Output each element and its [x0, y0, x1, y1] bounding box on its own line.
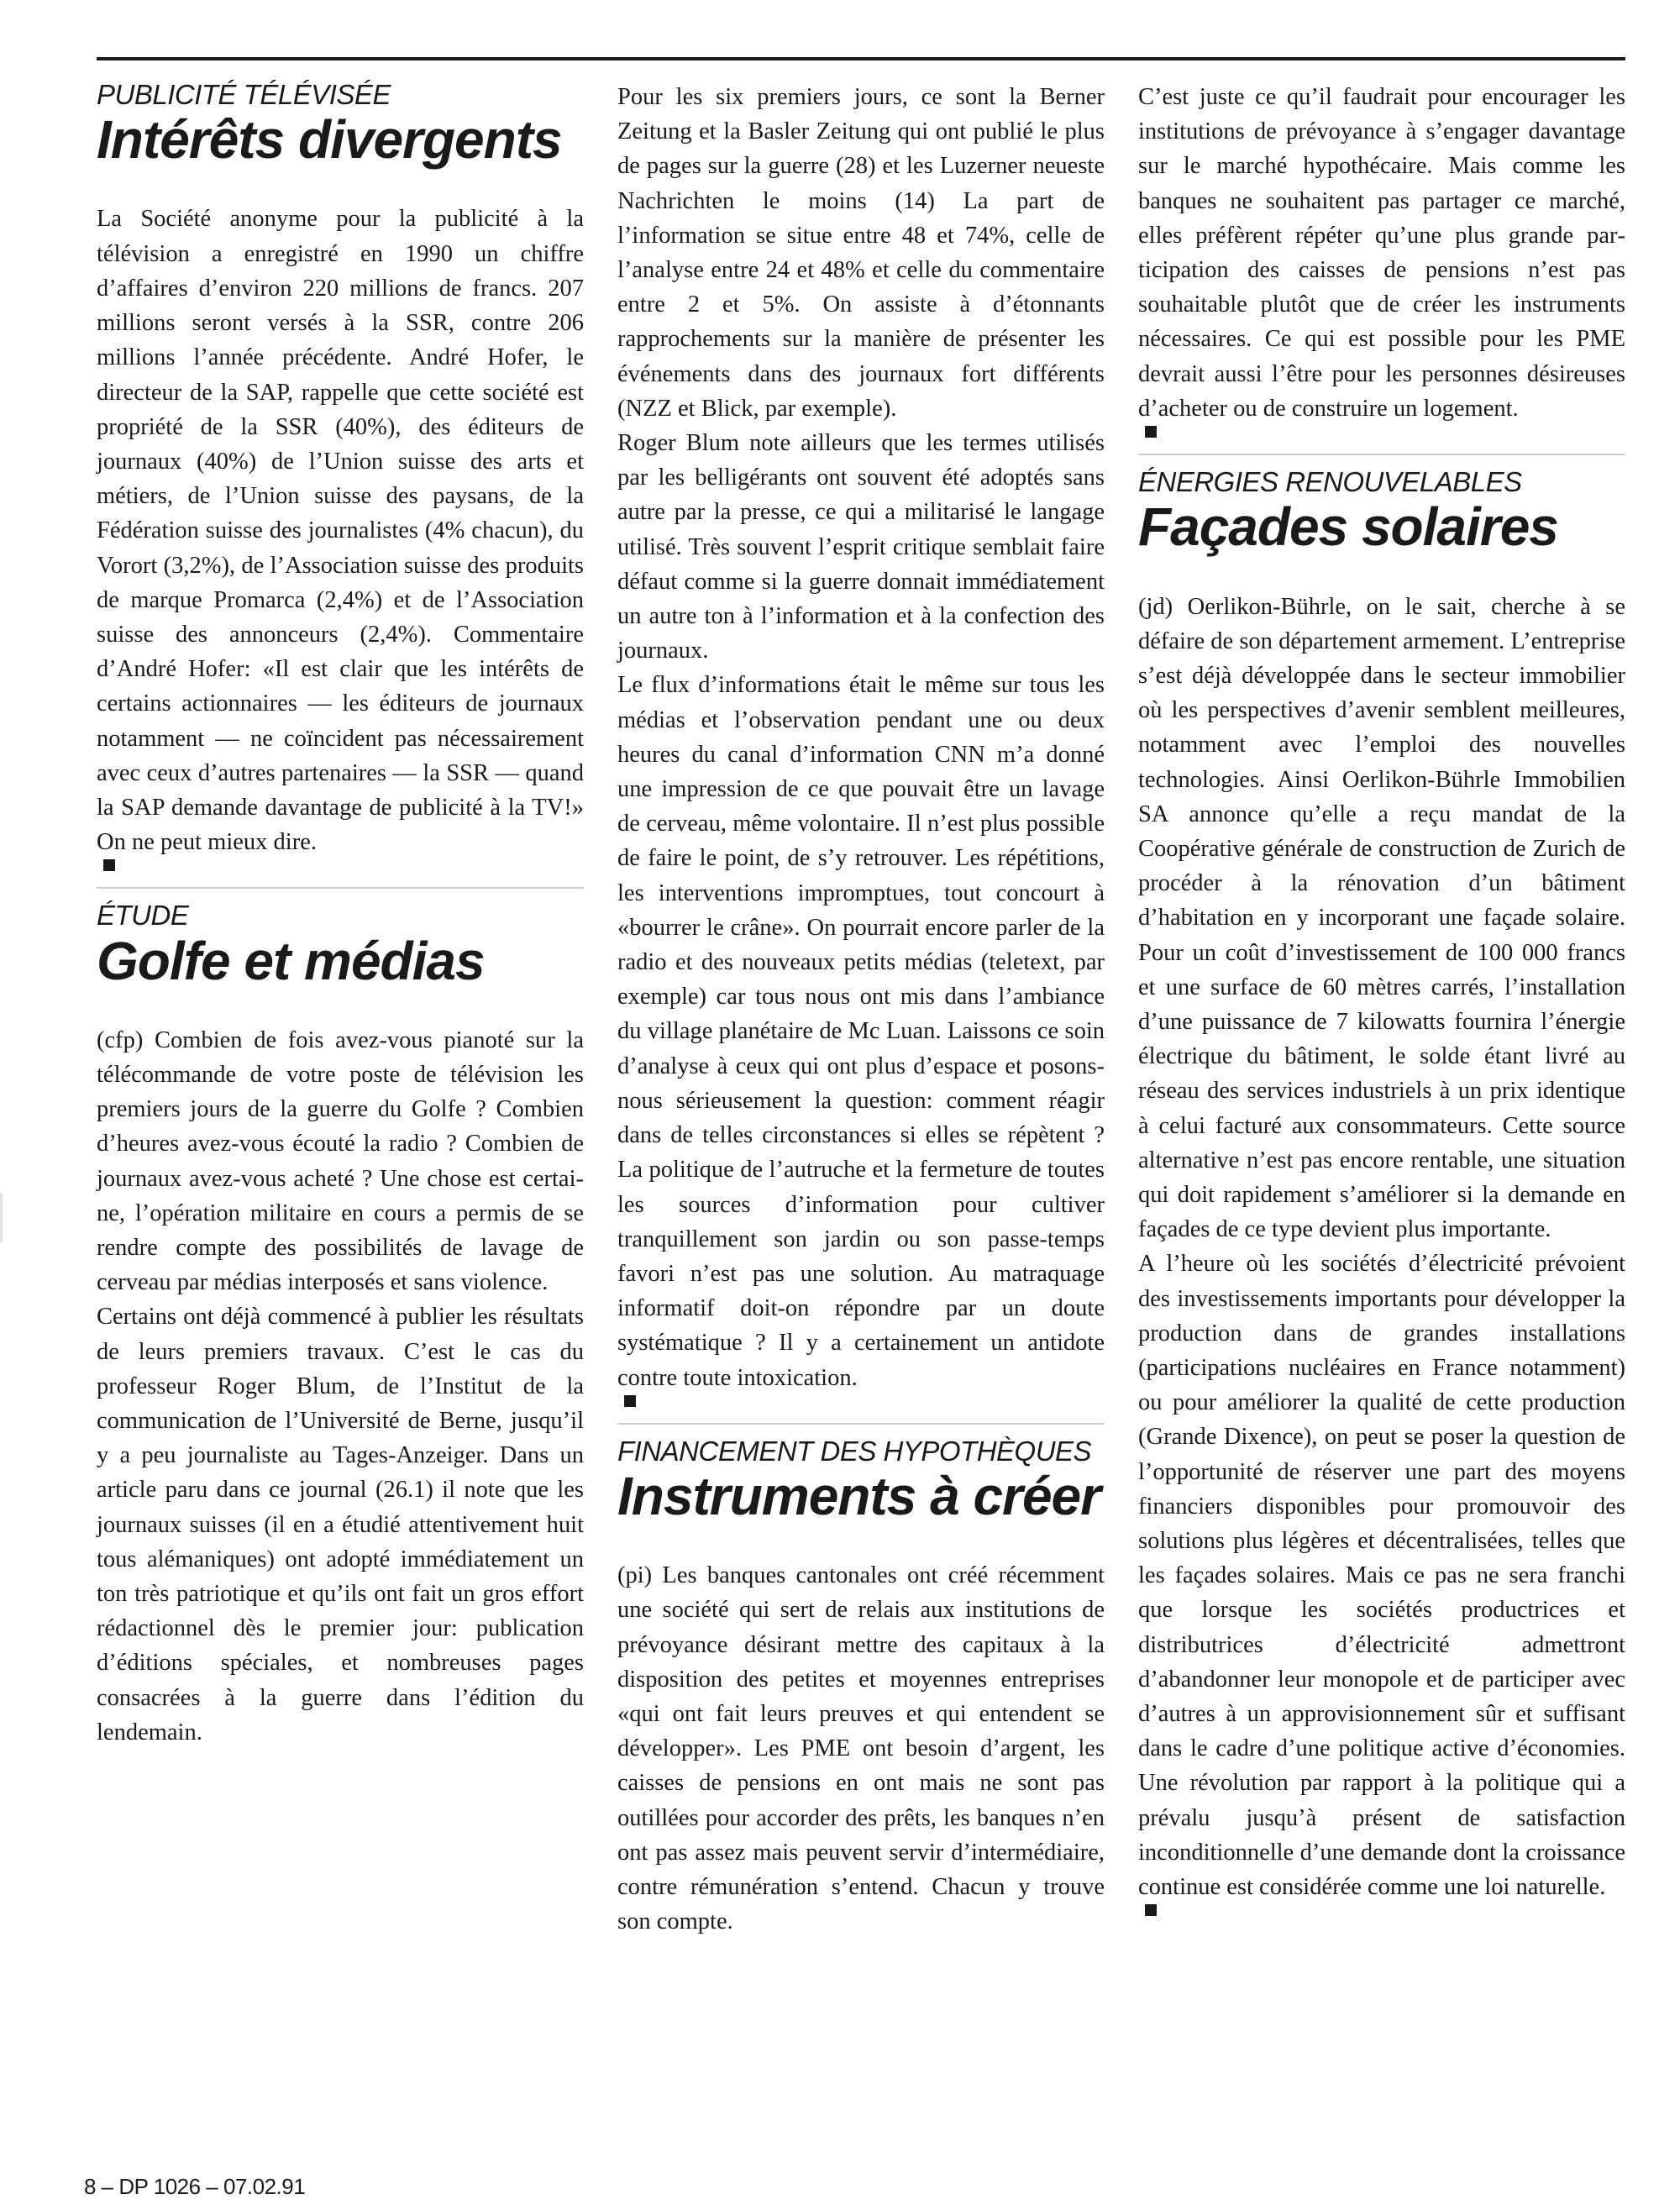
article-paragraph: (jd) Oerlikon-Bührle, on le sait, cherche à se défaire de son département armement. L’entreprise s’est déjà développée dans le secteur immobilier où les perspectives d’avenir semblent meilleures, notamment avec l’emploi des nouvelles technologies. Ainsi Oerlikon-Bührle Immobilien SA annonce qu’elle a reçu mandat de la Coopérative générale de construction de Zurich de procéder à la rénovation d’un bâtiment d’habitation en y incorporant une façade solaire. Pour un coût d’investissement de 100 000 francs et une surface de 60 mètres carrés, l’installation d’une puissance de 7 kilowatts fournira l’énergie électrique du bâtiment, le solde étant livré au réseau des services industriels à un prix identique à celui facturé aux consommateurs. Cette source alternative n’est pas encore rentable, une situation qui doit rapidement s’améliorer si la demande en façades de ce type devient plus importante.: [1138, 593, 1625, 1243]
end-of-article-mark: [624, 1395, 636, 1407]
article-paragraph: C’est juste ce qu’il faudrait pour encourager les institutions de prévoyance à s’engager davantage sur le marché hypothécaire. Mais comme les banques ne souhaitent pas partager ce marché, elles préfèrent répéter qu’une plus grande participation des caisses de pensions n’est pas souhaitable plutôt que de créer les instruments nécessaires. Ce qui est possible pour les PME devrait aussi l’être pour les personnes désireuses d’acheter ou de construire un logement.: [1138, 84, 1625, 422]
end-of-article-mark: [1145, 1904, 1157, 1916]
article-divider: [617, 1423, 1105, 1425]
margin-mark: [0, 1193, 3, 1243]
article-title: Instruments à créer: [617, 1466, 1101, 1527]
article-title: Intérêts divergents: [97, 109, 562, 171]
article-kicker: FINANCEMENT DES HYPOTHÈQUES: [617, 1435, 1092, 1467]
article-paragraph: Roger Blum note ailleurs que les termes utilisés par les belligérants ont souvent été adoptés sans autre par la presse, ce qui a militarisé le langage utilisé. Très souvent l’esprit critique semblait faire défaut comme si la guerre donnait immédiatement un autre ton à l’information et à la confection des journaux.: [617, 430, 1105, 664]
top-rule: [97, 57, 1625, 60]
article-title: Golfe et médias: [97, 930, 485, 991]
end-of-article-mark: [1145, 426, 1157, 438]
article-publicite: [97, 80, 584, 875]
article-paragraph: Certains ont déjà commencé à publier les résultats de leurs premiers travaux. C’est le cas du professeur Roger Blum, de l’Institut de la communication de l’Université de Berne, jusqu’il y a peu journaliste au Tages-Anzeiger. Dans un article paru dans ce journal (26.1) il note que les journaux suisses (il en a étudié attentivement huit tous alémaniques) ont adopté immédiatement un ton très patriotique et qu’ils ont fait un gros effort rédactionnel dès le premier jour: publication d’éditions spéciales, et nombreuses pages consacrées à la guerre dans l’édition du lendemain.: [97, 1304, 584, 1745]
article-kicker: ÉNERGIES RENOUVELABLES: [1138, 466, 1522, 498]
article-etude: [97, 900, 584, 1750]
column-1: [97, 80, 584, 1750]
article-divider: [1138, 454, 1625, 455]
article-financement: [617, 1436, 1105, 1940]
article-paragraph: Le flux d’informations était le même sur tous les médias et l’observation pendant une ou deux heures du canal d’information CNN m’a donné une impression de ce que pouvait être un lavage de cerveau, même volontaire. Il n’est plus possible de faire le point, de s’y retrouver. Les répétitions, les interventions impromptues, tout concourt à «bourrer le crâne». On pourrait encore parler de la radio et des nouveaux petits médias (teletext, par exemple) car tous nous ont mis dans l’ambiance du village planétaire de Mc Luan. Laissons ce soin d’analyse à ceux qui ont plus d’espace et posons-nous sérieusement la question: comment réagir dans de telles circonstances si elles se répètent ? La politique de l’autruche et la fermeture de toutes les sources d’information pour cultiver tranquillement son jardin ou son passe-temps favori n’est pas une solution. Au matraquage informatif doit-on répondre par un doute systématique ? Il y a certainement un antidote contre toute intoxication.: [617, 672, 1105, 1391]
article-kicker: PUBLICITÉ TÉLÉVISÉE: [97, 79, 391, 110]
article-financement-continued: [1138, 80, 1625, 442]
column-3: [1138, 80, 1625, 1920]
article-paragraph: (cfp) Combien de fois avez-vous pianoté sur la télécommande de votre poste de télévision les premiers jours de la guerre du Golfe ? Combien d’heures avez-vous écouté la radio ? Combien de journaux avez-vous acheté ? Une chose est certaine, l’opération militaire en cours a permis de se rendre compte des possibilités de lavage de cerveau par médias interposés et sans violence.: [97, 1026, 584, 1296]
column-2: [617, 80, 1105, 1939]
article-kicker: ÉTUDE: [97, 900, 189, 932]
article-paragraph: Pour les six premiers jours, ce sont la Berner Zeitung et la Basler Zeitung qui ont publié le plus de pages sur la guerre (28) et les Luzerner neueste Nachrichten le moins (14) La part de l’information se situe entre 48 et 74%, celle de l’analyse entre 24 et 48% et celle du commentaire entre 2 et 5%. On assiste à d’étonnants rapprochements sur la manière de présenter les événements dans des journaux fort différents (NZZ et Blick, par exemple).: [617, 84, 1105, 422]
article-divider: [97, 887, 584, 889]
article-paragraph: A l’heure où les sociétés d’électricité prévoient des investissements importants pour développer la production dans de grandes installations (participations nucléaires en France notamment) ou pour améliorer la qualité de cette production (Grande Dixence), on peut se poser la question de l’opportunité de réserver une part des moyens financiers disponibles pour promouvoir des solutions plus légères et décentralisées, telles que les façades solaires. Mais ce pas ne sera franchi que lorsque les sociétés productrices et distributrices d’électricité admettront d’abandonner leur monopole et de participer avec d’autres à un approvisionnement sûr et suffisant dans le cadre d’une politique active d’économies. Une révolution par rapport à la politique qui a prévalu jusqu’à présent de satisfaction inconditionnelle d’une demande dont la croissance continue est considérée comme une loi naturelle.: [1138, 1251, 1625, 1901]
end-of-article-mark: [103, 859, 115, 871]
article-paragraph: (pi) Les banques cantonales ont créé récemment une société qui sert de relais aux institutions de prévoyance désirant mettre des capitaux à la disposition des petites et moyennes entreprises «qui ont fait leurs preuves et qui entendent se développer». Les PME ont besoin d’argent, les caisses de pensions en ont mais ne sont pas outillées pour accorder des prêts, les banques n’en ont pas assez mais peuvent servir d’intermédiaire, contre rémunération s’entend. Chacun y trouve son compte.: [617, 1562, 1105, 1935]
article-energies: [1138, 467, 1625, 1920]
article-paragraph: La Société anonyme pour la publicité à la télévision a enregistré en 1990 un chiffre d’affaires d’environ 220 millions de francs. 207 millions seront versés à la SSR, contre 206 millions l’année précédente. André Hofer, le directeur de la SAP, rappelle que cette société est propriété de la SSR (40%), des éditeurs de journaux (40%) de l’Union suisse des arts et métiers, de l’Union suisse des paysans, de la Fédération suisse des journalistes (4% chacun), du Vorort (3,2%), de l’Association suisse des produits de marque Promarca (2,4%) et de l’Association suisse des annonceurs (2,4%). Commentaire d’André Hofer: «Il est clair que les intérêts de certains actionnaires — les éditeurs de journaux notamment — ne coïncident pas nécessairement avec ceux d’autres partenaires — la SSR — quand la SAP demande davantage de publicité à la TV!» On ne peut mieux dire.: [97, 206, 584, 856]
page-footer: 8 – DP 1026 – 07.02.91: [84, 2174, 306, 2199]
article-etude-continued: [617, 80, 1105, 1411]
article-title: Façades solaires: [1138, 496, 1558, 558]
